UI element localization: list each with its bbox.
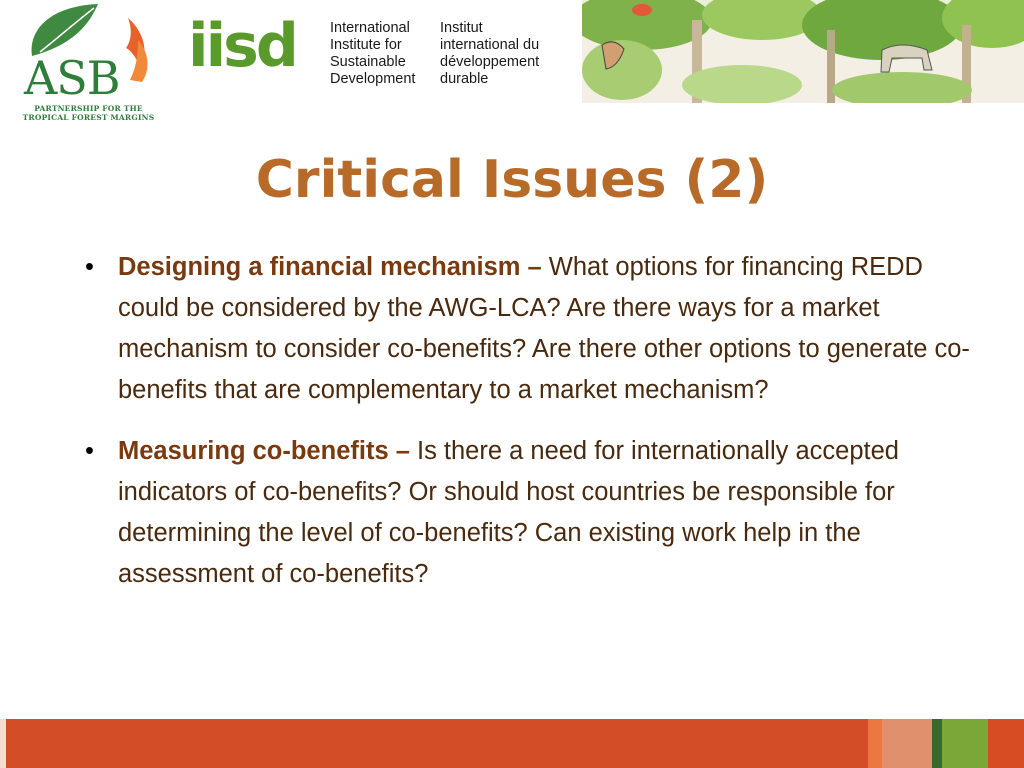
bullet-item — [85, 247, 985, 411]
slide-title: Critical Issues (2) — [255, 150, 769, 210]
asb-tagline-line1: PARTNERSHIP FOR THE — [34, 104, 143, 113]
iisd-en-line: International — [330, 20, 410, 36]
footer-color-bar — [0, 719, 1024, 768]
bullet-dot-icon: • — [85, 253, 94, 281]
bullet-item — [85, 431, 985, 595]
iisd-fr-line: durable — [440, 71, 489, 87]
iisd-en-line: Development — [330, 71, 416, 87]
iisd-fr-line: Institut — [440, 20, 483, 36]
bullet-dot-icon: • — [85, 437, 94, 465]
iisd-en-line: Institute for — [330, 37, 402, 53]
iisd-fr-line: international du — [440, 37, 540, 53]
asb-logo — [10, 0, 155, 125]
iisd-fr-line: développement — [440, 54, 540, 70]
bullet-list — [85, 247, 985, 615]
iisd-logo-mark: iisd — [188, 11, 296, 81]
bullet-text: What options for financing REDD could be considered by the AWG-LCA? Are there ways for a market mechanism to consider co-benefits? Are there other options to generate co-benefits that are complementary to a market mechanism? — [118, 253, 970, 404]
bullet-lead: Measuring co-benefits – — [118, 437, 410, 465]
asb-tagline — [16, 104, 161, 122]
header-forest-illustration — [582, 0, 1024, 103]
iisd-english-name — [330, 20, 415, 88]
iisd-french-name — [440, 20, 539, 88]
bullet-text: Is there a need for internationally accepted indicators of co-benefits? Or should host countries be responsible for determining the level of co-benefits? Can existing work help in the assessment of co-benefits? — [118, 437, 899, 588]
bullet-lead: Designing a financial mechanism – — [118, 253, 542, 281]
asb-tagline-line2: TROPICAL FOREST MARGINS — [22, 113, 155, 122]
iisd-en-line: Sustainable — [330, 54, 406, 70]
asb-letters: ASB — [24, 51, 120, 105]
